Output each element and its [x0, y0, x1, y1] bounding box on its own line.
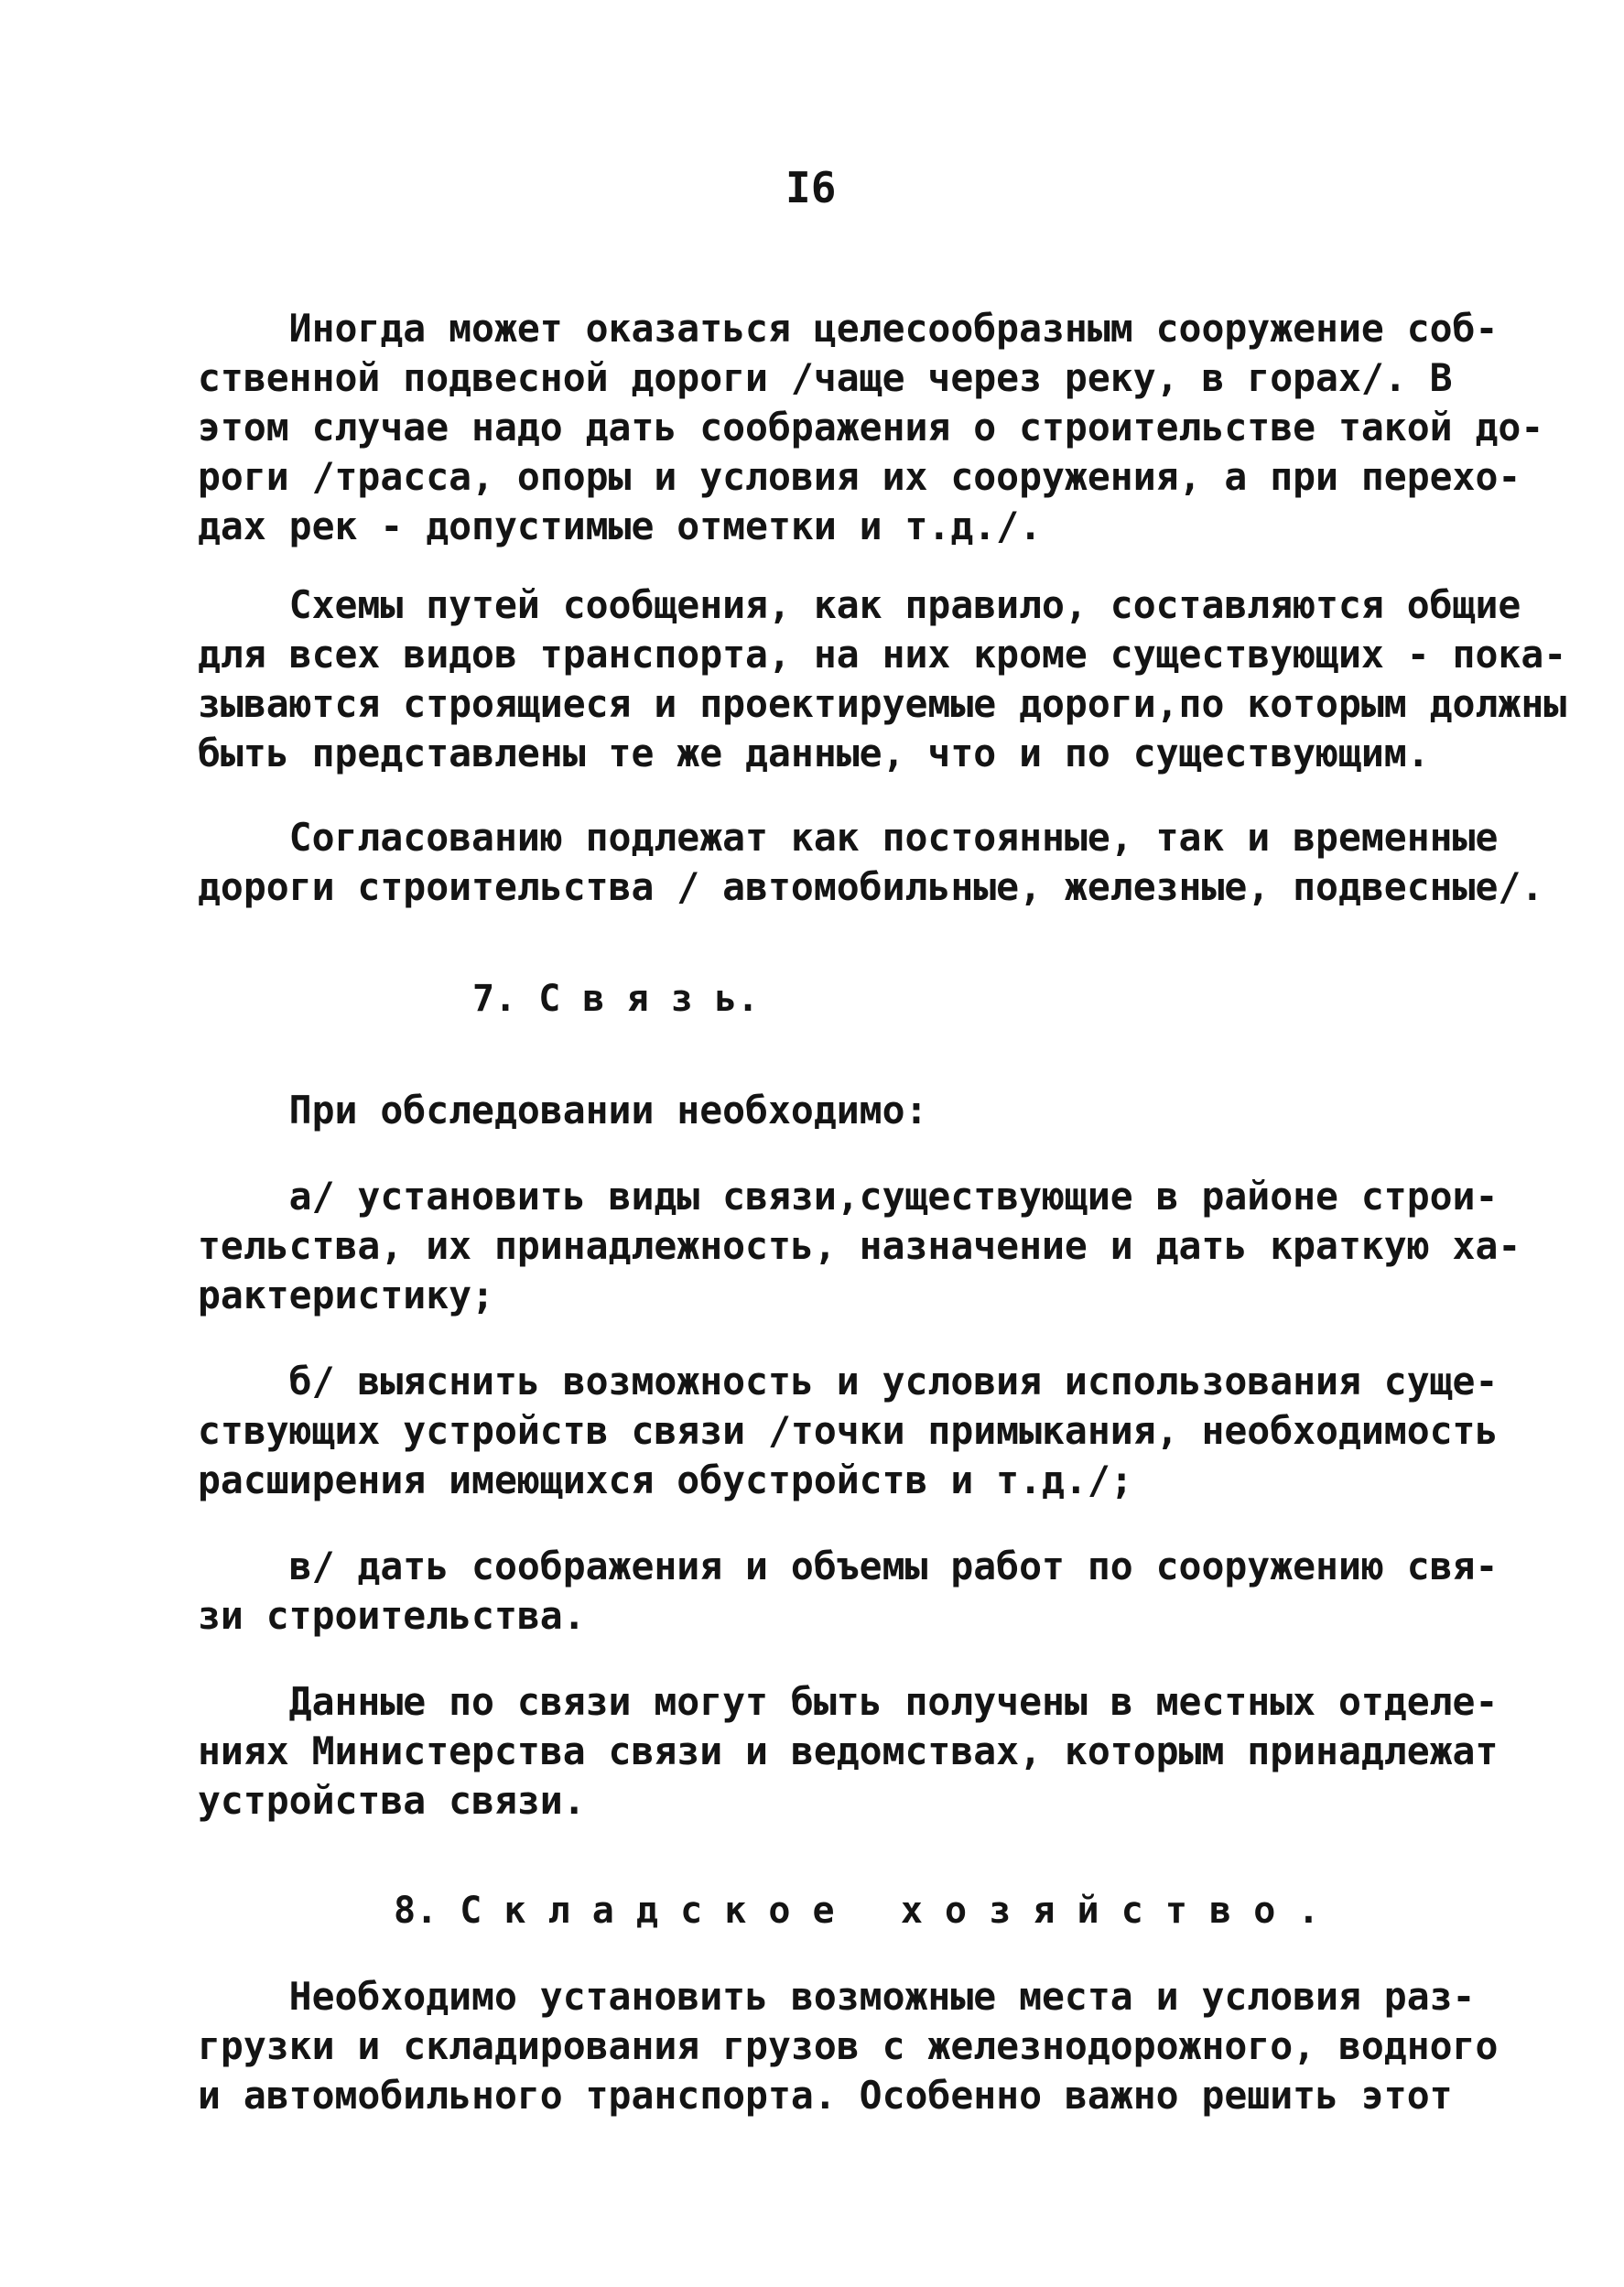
paragraph-line: Иногда может оказаться целесообразным сооружение соб- — [198, 307, 1499, 351]
paragraph-line: Данные по связи могут быть получены в местных отделе- — [198, 1680, 1499, 1724]
list-item-line: ствующих устройств связи /точки примыкания, необходимость — [198, 1409, 1499, 1453]
list-item-line: б/ выяснить возможность и условия использования суще- — [198, 1360, 1499, 1404]
paragraph-line: ниях Министерства связи и ведомствах, которым принадлежат — [198, 1729, 1499, 1773]
paragraph-line: Согласованию подлежат как постоянные, так и временные — [198, 816, 1499, 860]
paragraph-line: дороги строительства / автомобильные, железные, подвесные/. — [198, 865, 1544, 909]
paragraph-line: Схемы путей сообщения, как правило, составляются общие — [198, 583, 1521, 627]
page-number: I6 — [785, 163, 837, 212]
list-item-line: а/ установить виды связи,существующие в районе строи- — [198, 1175, 1499, 1219]
section-heading-7: 7. С в я з ь. — [472, 978, 760, 1020]
list-item-line: расширения имеющихся обустройств и т.д./; — [198, 1458, 1133, 1502]
list-item-line: рактеристику; — [198, 1274, 494, 1317]
paragraph-line: быть представлены те же данные, что и по существующим. — [198, 732, 1430, 775]
list-item-line: в/ дать соображения и объемы работ по сооружению свя- — [198, 1545, 1499, 1588]
paragraph-line: устройства связи. — [198, 1779, 586, 1823]
paragraph-line: При обследовании необходимо: — [198, 1089, 928, 1133]
paragraph-line: дах рек - допустимые отметки и т.д./. — [198, 504, 1043, 548]
paragraph-line: зываются строящиеся и проектируемые дороги,по которым должны — [198, 682, 1567, 726]
list-item-line: зи строительства. — [198, 1594, 586, 1638]
paragraph-line: грузки и складирования грузов с железнодорожного, водного — [198, 2024, 1499, 2068]
paragraph-line: ственной подвесной дороги /чаще через реку, в горах/. В — [198, 356, 1453, 400]
paragraph-line: для всех видов транспорта, на них кроме существующих - пока- — [198, 633, 1567, 677]
section-heading-8: 8. С к л а д с к о е х о з я й с т в о . — [394, 1890, 1320, 1932]
paragraph-line: роги /трасса, опоры и условия их сооружения, а при перехо- — [198, 455, 1521, 499]
list-item-line: тельства, их принадлежность, назначение и дать краткую ха- — [198, 1224, 1521, 1268]
paragraph-line: этом случае надо дать соображения о строительстве такой до- — [198, 406, 1544, 450]
paragraph-line: Необходимо установить возможные места и условия раз- — [198, 1975, 1476, 2019]
paragraph-line: и автомобильного транспорта. Особенно важно решить этот — [198, 2074, 1453, 2118]
